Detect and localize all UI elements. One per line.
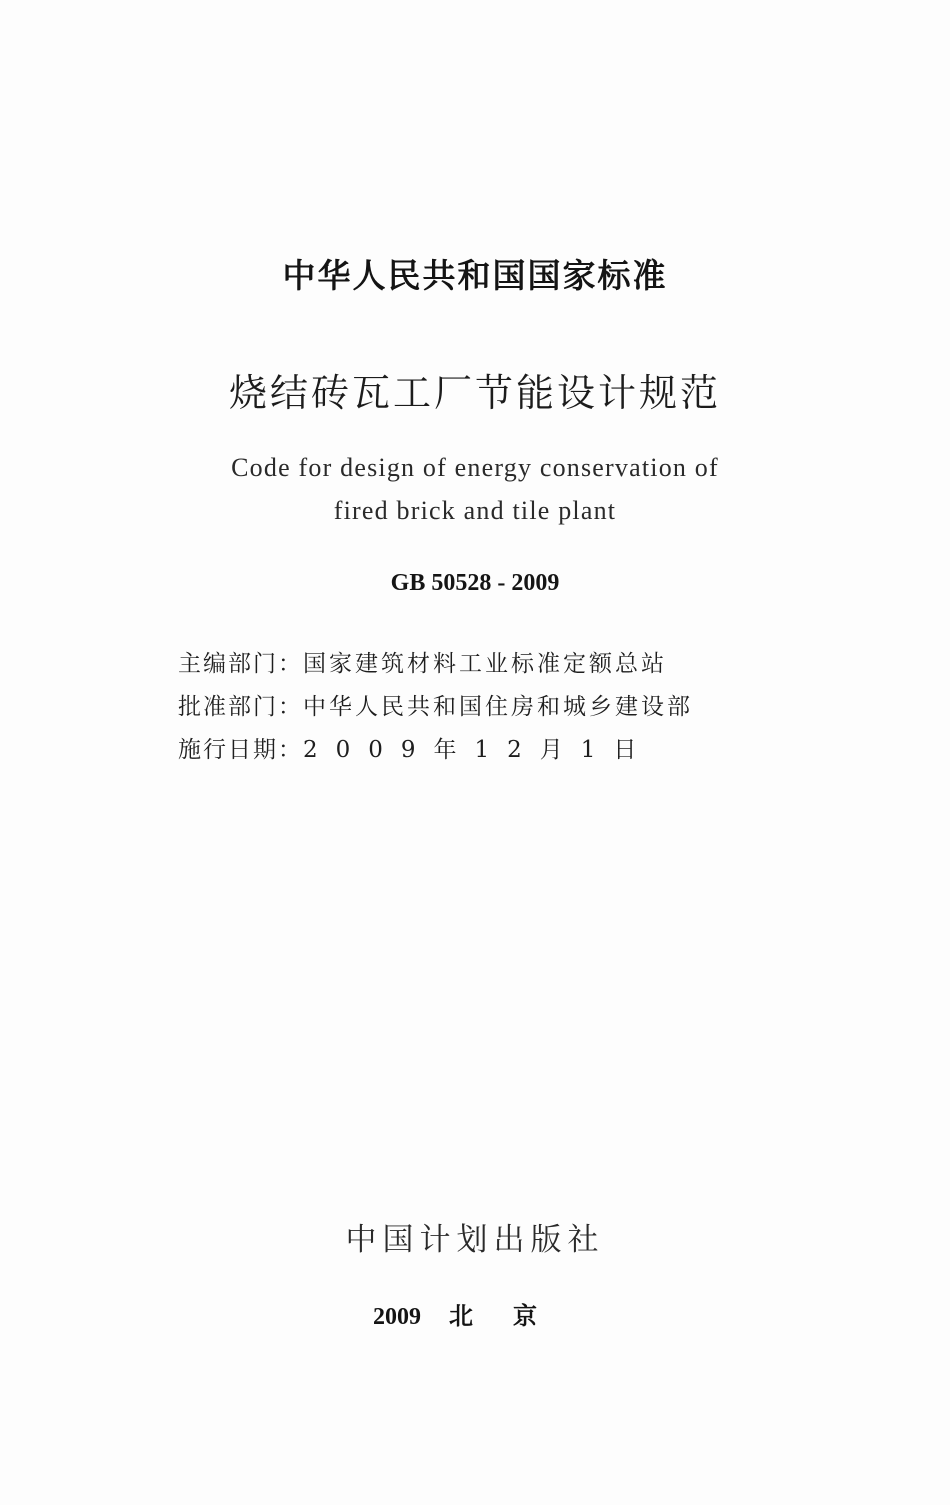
effective-date (178, 731, 778, 764)
title-english-line2: fired brick and tile plant (333, 496, 617, 525)
effective-label: 施行日期： (178, 737, 303, 763)
editor-value: 国家建筑材料工业标准定额总站 (303, 651, 667, 677)
publisher-name: 中国计划出版社 (345, 1222, 605, 1258)
editor-label: 主编部门： (178, 651, 303, 677)
standard-number: GB 50528 - 2009 (390, 570, 560, 596)
publication-place (0, 1296, 950, 1331)
title-english-line1: Code for design of energy conservation of (231, 453, 719, 482)
publish-city: 北京 (449, 1302, 577, 1330)
editor-department (178, 645, 778, 678)
effective-value: 2009年12月1日 (303, 737, 655, 763)
publish-year: 2009 (373, 1304, 421, 1330)
approver-department (178, 688, 778, 721)
standard-header: 中华人民共和国国家标准 (282, 256, 668, 295)
approver-label: 批准部门： (178, 694, 303, 720)
title-chinese: 烧结砖瓦工厂节能设计规范 (228, 371, 721, 415)
approver-value: 中华人民共和国住房和城乡建设部 (303, 694, 693, 720)
